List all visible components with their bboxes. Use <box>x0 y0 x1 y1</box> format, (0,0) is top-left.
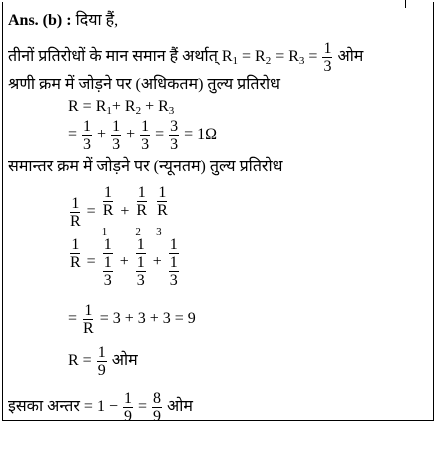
series-calculation: = $\frac{1}{3}$ + $\frac{1}{3}$ + $\frac{1}{3}$ = $\frac{3}{3}$ = 1Ω <box>68 118 218 153</box>
parallel-substitution: $\frac{1}{R}$ = $\frac{1}{\frac{1}{3}}$ + $\frac{1}{\frac{1}{3}}$ + $\frac{1}{\frac{1}{3}}$ <box>70 236 178 289</box>
series-formula: $R = R_1+ R_2 + R_3$ <box>68 98 175 117</box>
equal-resistors-statement <box>8 40 363 75</box>
one-third-fraction: $\frac{1}{3}$ <box>323 40 332 75</box>
parallel-heading: समान्तर क्रम में जोड़ने पर (न्यूनतम) तुल्य प्रतिरोध <box>8 158 283 175</box>
series-heading: श्रणी क्रम में जोड़ने पर (अधिकतम) तुल्य प्रतिरोध <box>8 76 281 93</box>
r1-eq: $R_1 = R_2 = R_3$ = <box>221 48 318 68</box>
answer-heading <box>8 12 118 30</box>
given-text: दिया हैं, <box>75 12 119 29</box>
unit-ohm: ओम <box>337 48 364 66</box>
parallel-sum: = $\frac{1}{R}$ = 3 + 3 + 3 = 9 <box>68 302 196 337</box>
statement-text: तीनों प्रतिरोधों के मान समान हैं अर्थात् <box>8 48 218 66</box>
difference-line: इसका अन्तर = 1 − $\frac{1}{9}$ = $\frac{8}{9}$ ओम <box>8 390 193 425</box>
answer-label: Ans. (b) : <box>8 12 72 29</box>
parallel-result: R = $\frac{1}{9}$ ओम <box>68 344 138 379</box>
top-divider <box>405 0 406 8</box>
parallel-formula: $\frac{1}{R}$ = 1 R $_1$ + 1 R $_2$ 1 R $_3$ <box>70 184 168 238</box>
